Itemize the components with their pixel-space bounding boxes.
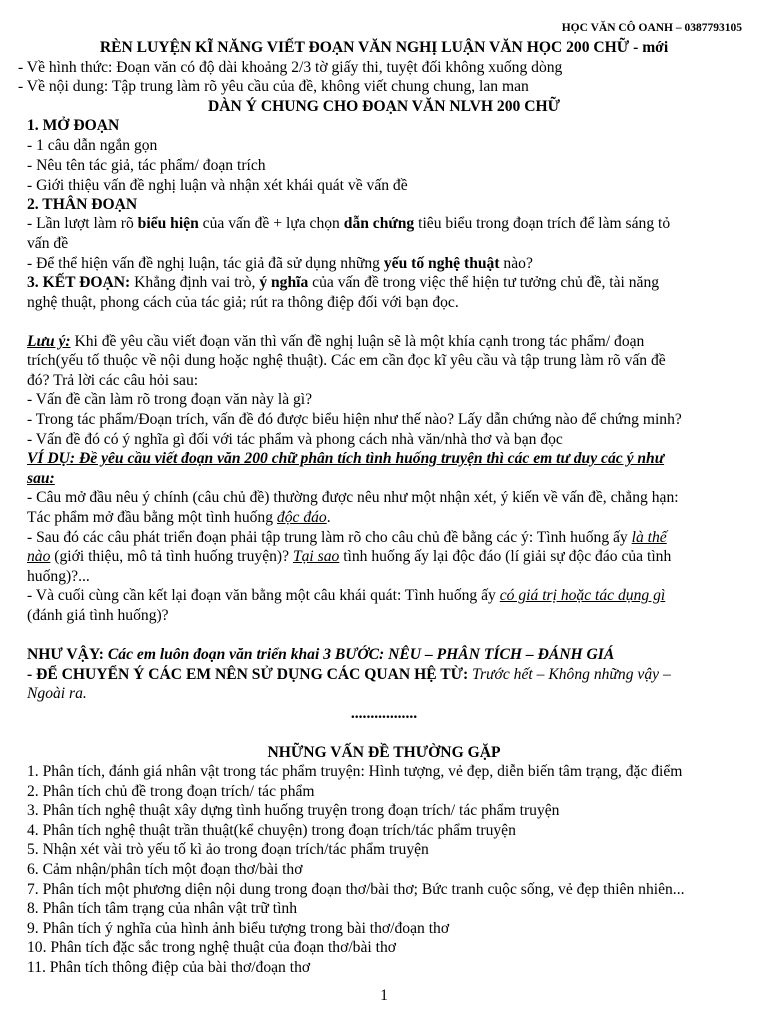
example-p3-line-1: - Và cuối cùng cần kết lại đoạn văn bằng một câu khái quát: Tình huống ấy có giá trị hoặc tác dụng gì [27, 587, 666, 604]
note-question-3: - Vấn đề đó có ý nghĩa gì đối với tác phẩm và phong cách nhà văn/nhà thơ và bạn đọc [27, 431, 563, 448]
example-heading: VÍ DỤ: Đề yêu cầu viết đoạn văn 200 chữ phân tích tình huống truyện thì các em tư duy các ý như [27, 450, 665, 467]
part1-item-1: - 1 câu dẫn ngắn gọn [27, 137, 158, 154]
part3-line-1: 3. KẾT ĐOẠN: Khẳng định vai trò, ý nghĩa của vấn đề trong việc thể hiện tư tưởng chủ đề, tài năng [27, 274, 660, 291]
part2-item-1-cont: vấn đề [27, 235, 69, 252]
note-line-1: Lưu ý: Khi đề yêu cầu viết đoạn văn thì vấn đề nghị luận sẽ là một khía cạnh trong tác phẩm/ đoạn [27, 333, 645, 350]
example-p3-line-2: (đánh giá tình huống)? [27, 607, 169, 624]
example-p1-line-1: - Câu mở đầu nêu ý chính (câu chủ đề) thường được nêu như một nhận xét, ý kiến về vấn đề, chẳng hạn: [27, 489, 679, 506]
part2-item-2: - Để thể hiện vấn đề nghị luận, tác giả đã sử dụng những yếu tố nghệ thuật nào? [27, 255, 533, 272]
separator: ................. [350, 705, 418, 722]
part2-heading: 2. THÂN ĐOẠN [27, 196, 138, 213]
list-item: 4. Phân tích nghệ thuật trần thuật(kể chuyện) trong đoạn trích/tác phẩm truyện [27, 822, 516, 839]
part1-item-2: - Nêu tên tác giả, tác phẩm/ đoạn trích [27, 157, 266, 174]
list-item: 3. Phân tích nghệ thuật xây dựng tình huống truyện trong đoạn trích/ tác phẩm truyện [27, 802, 560, 819]
note-question-2: - Trong tác phẩm/Đoạn trích, vấn đề đó được biểu hiện như thế nào? Lấy dẫn chứng nào để chứng minh? [27, 411, 682, 428]
part3-line-2: nghệ thuật, phong cách của tác giả; rút ra thông điệp đối với bạn đọc. [27, 294, 459, 311]
outline-title: DÀN Ý CHUNG CHO ĐOẠN VĂN NLVH 200 CHỮ [207, 98, 561, 115]
part1-item-3: - Giới thiệu vấn đề nghị luận và nhận xét khái quát về vấn đề [27, 177, 408, 194]
common-issues-title: NHỮNG VẤN ĐỀ THƯỜNG GẶP [267, 744, 501, 761]
list-item: 5. Nhận xét vài trò yếu tố kì ảo trong đoạn trích/tác phẩm truyện [27, 841, 429, 858]
note-question-1: - Vấn đề cần làm rõ trong đoạn văn này là gì? [27, 391, 313, 408]
part1-heading: 1. MỞ ĐOẠN [27, 117, 120, 134]
example-p2-line-2: nào (giới thiệu, mô tả tình huống truyện)? Tại sao tình huống ấy lại độc đáo (lí giải sự độc đáo của tình [27, 548, 672, 565]
example-p2-line-3: huống)?... [27, 568, 90, 585]
summary-line-1: NHƯ VẬY: Các em luôn đoạn văn triển khai 3 BƯỚC: NÊU – PHÂN TÍCH – ĐÁNH GIÁ [27, 646, 615, 663]
example-p2-line-1: - Sau đó các câu phát triển đoạn phải tập trung làm rõ cho câu chủ đề bằng các ý: Tình huống ấy là thế [27, 529, 667, 546]
example-heading-cont: sau: [27, 470, 55, 487]
list-item: 2. Phân tích chủ đề trong đoạn trích/ tác phẩm [27, 783, 315, 800]
example-p1-line-2: Tác phẩm mở đầu bằng một tình huống độc đáo. [27, 509, 331, 526]
header-author: HỌC VĂN CÔ OANH – 0387793105 [561, 22, 742, 34]
list-item: 11. Phân tích thông điệp của bài thơ/đoạn thơ [27, 959, 311, 976]
format-rule-2: - Về nội dung: Tập trung làm rõ yêu cầu của đề, không viết chung chung, lan man [18, 78, 529, 95]
list-item: 6. Cảm nhận/phân tích một đoạn thơ/bài thơ [27, 861, 303, 878]
list-item: 9. Phân tích ý nghĩa của hình ảnh biểu tượng trong bài thơ/đoạn thơ [27, 920, 450, 937]
summary-line-2: - ĐỂ CHUYỂN Ý CÁC EM NÊN SỬ DỤNG CÁC QUAN HỆ TỪ: Trước hết – Không những vậy – [27, 666, 671, 683]
summary-line-3: Ngoài ra. [27, 685, 87, 702]
page-title: RÈN LUYỆN KĨ NĂNG VIẾT ĐOẠN VĂN NGHỊ LUẬN VĂN HỌC 200 CHỮ - mới [99, 39, 669, 56]
page-number: 1 [380, 987, 388, 1004]
part2-item-1: - Lần lượt làm rõ biểu hiện của vấn đề + lựa chọn dẫn chứng tiêu biểu trong đoạn trích để làm sáng tỏ [27, 215, 671, 232]
list-item: 7. Phân tích một phương diện nội dung trong đoạn thơ/bài thơ; Bức tranh cuộc sống, vẻ đẹp thiên nhiên... [27, 881, 685, 898]
list-item: 1. Phân tích, đánh giá nhân vật trong tác phẩm truyện: Hình tượng, vẻ đẹp, diễn biến tâm trạng, đặc điểm [27, 763, 683, 780]
list-item: 8. Phân tích tâm trạng của nhân vật trữ tình [27, 900, 298, 917]
list-item: 10. Phân tích đặc sắc trong nghệ thuật của đoạn thơ/bài thơ [27, 939, 396, 956]
note-line-3: đó? Trả lời các câu hỏi sau: [27, 372, 199, 389]
note-line-2: trích(yếu tố thuộc về nội dung hoặc nghệ thuật). Các em cần đọc kĩ yêu cầu và tập trung làm rõ vấn đề [27, 352, 666, 369]
format-rule-1: - Về hình thức: Đoạn văn có độ dài khoảng 2/3 tờ giấy thi, tuyệt đối không xuống dòng [18, 59, 563, 76]
